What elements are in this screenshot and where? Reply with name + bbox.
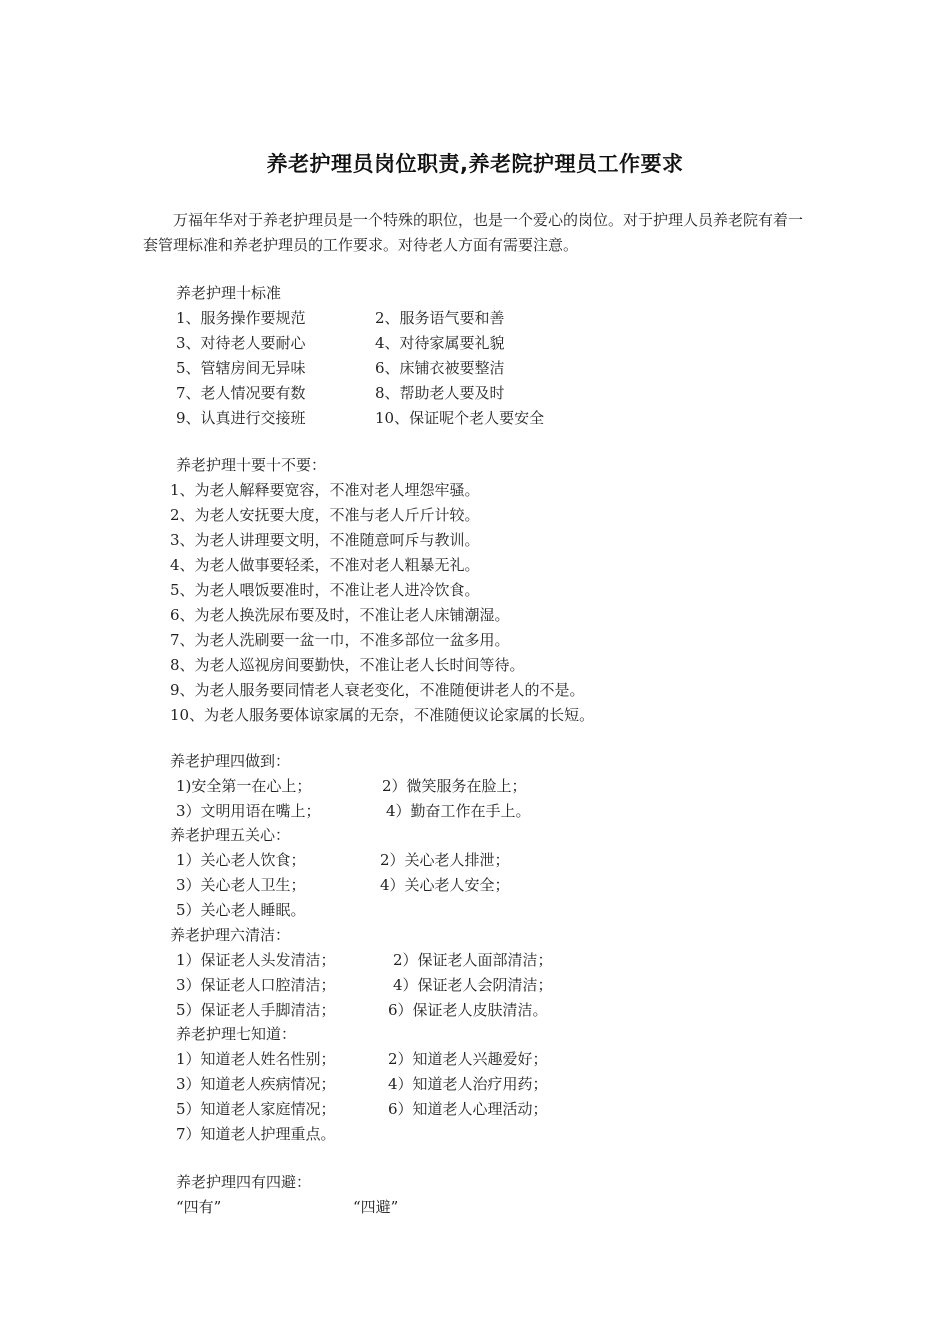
seven-knows-row: 7）知道老人护理重点。 [176, 1125, 336, 1143]
six-cleans-row: 1）保证老人头发清洁； 2）保证老人面部清洁； [176, 951, 553, 969]
ten-dos-item: 2、为老人安抚要大度，不准与老人斤斤计较。 [170, 506, 480, 524]
ten-dos-heading: 养老护理十要十不要： [176, 456, 327, 474]
ten-dos-item: 9、为老人服务要同情老人衰老变化，不准随便讲老人的不是。 [170, 681, 585, 699]
seven-knows-row: 5）知道老人家庭情况； 6）知道老人心理活动； [176, 1100, 548, 1118]
five-cares-row: 5）关心老人睡眠。 [176, 901, 306, 919]
ten-dos-item: 4、为老人做事要轻柔，不准对老人粗暴无礼。 [170, 556, 480, 574]
five-cares-heading: 养老护理五关心： [170, 826, 291, 844]
ten-standards-heading: 养老护理十标准 [176, 284, 282, 302]
four-dos-row: 1)安全第一在心上； 2）微笑服务在脸上； [176, 777, 527, 795]
seven-knows-row: 3）知道老人疾病情况； 4）知道老人治疗用药； [176, 1075, 548, 1093]
four-dos-row: 3）文明用语在嘴上； 4）勤奋工作在手上。 [176, 802, 531, 820]
seven-knows-row: 1）知道老人姓名性别； 2）知道老人兴趣爱好； [176, 1050, 548, 1068]
ten-dos-item: 8、为老人巡视房间要勤快，不准让老人长时间等待。 [170, 656, 525, 674]
four-dos-heading: 养老护理四做到： [170, 752, 291, 770]
five-cares-row: 1）关心老人饮食； 2）关心老人排泄； [176, 851, 510, 869]
four-haves-columns: “四有” “四避” [176, 1198, 399, 1216]
ten-standards-row: 5、管辖房间无异味 6、床铺衣被要整洁 [176, 359, 505, 377]
ten-dos-item: 10、为老人服务要体谅家属的无奈，不准随便议论家属的长短。 [170, 706, 595, 724]
ten-standards-row: 7、老人情况要有数 8、帮助老人要及时 [176, 384, 505, 402]
six-cleans-row: 5）保证老人手脚清洁； 6）保证老人皮肤清洁。 [176, 1001, 548, 1019]
six-cleans-row: 3）保证老人口腔清洁； 4）保证老人会阴清洁； [176, 976, 553, 994]
ten-dos-item: 5、为老人喂饭要准时，不准让老人进冷饮食。 [170, 581, 480, 599]
five-cares-row: 3）关心老人卫生； 4）关心老人安全； [176, 876, 510, 894]
intro-paragraph: 万福年华对于养老护理员是一个特殊的职位，也是一个爱心的岗位。对于护理人员养老院有着一套管理标准和养老护理员的工作要求。对待老人方面有需要注意。 [143, 211, 804, 254]
document-title: 养老护理员岗位职责,养老院护理员工作要求 [266, 152, 684, 176]
ten-dos-item: 6、为老人换洗尿布要及时，不准让老人床铺潮湿。 [170, 606, 510, 624]
six-cleans-heading: 养老护理六清洁： [170, 926, 291, 944]
ten-standards-row: 3、对待老人要耐心 4、对待家属要礼貌 [176, 334, 505, 352]
ten-standards-row: 1、服务操作要规范 2、服务语气要和善 [176, 309, 505, 327]
ten-dos-item: 1、为老人解释要宽容，不准对老人埋怨牢骚。 [170, 481, 480, 499]
ten-standards-row: 9、认真进行交接班 10、保证呢个老人要安全 [176, 409, 545, 427]
four-haves-heading: 养老护理四有四避： [176, 1173, 312, 1191]
ten-dos-item: 3、为老人讲理要文明，不准随意呵斥与教训。 [170, 531, 480, 549]
seven-knows-heading: 养老护理七知道： [176, 1025, 297, 1043]
ten-dos-item: 7、为老人洗刷要一盆一巾，不准多部位一盆多用。 [170, 631, 510, 649]
